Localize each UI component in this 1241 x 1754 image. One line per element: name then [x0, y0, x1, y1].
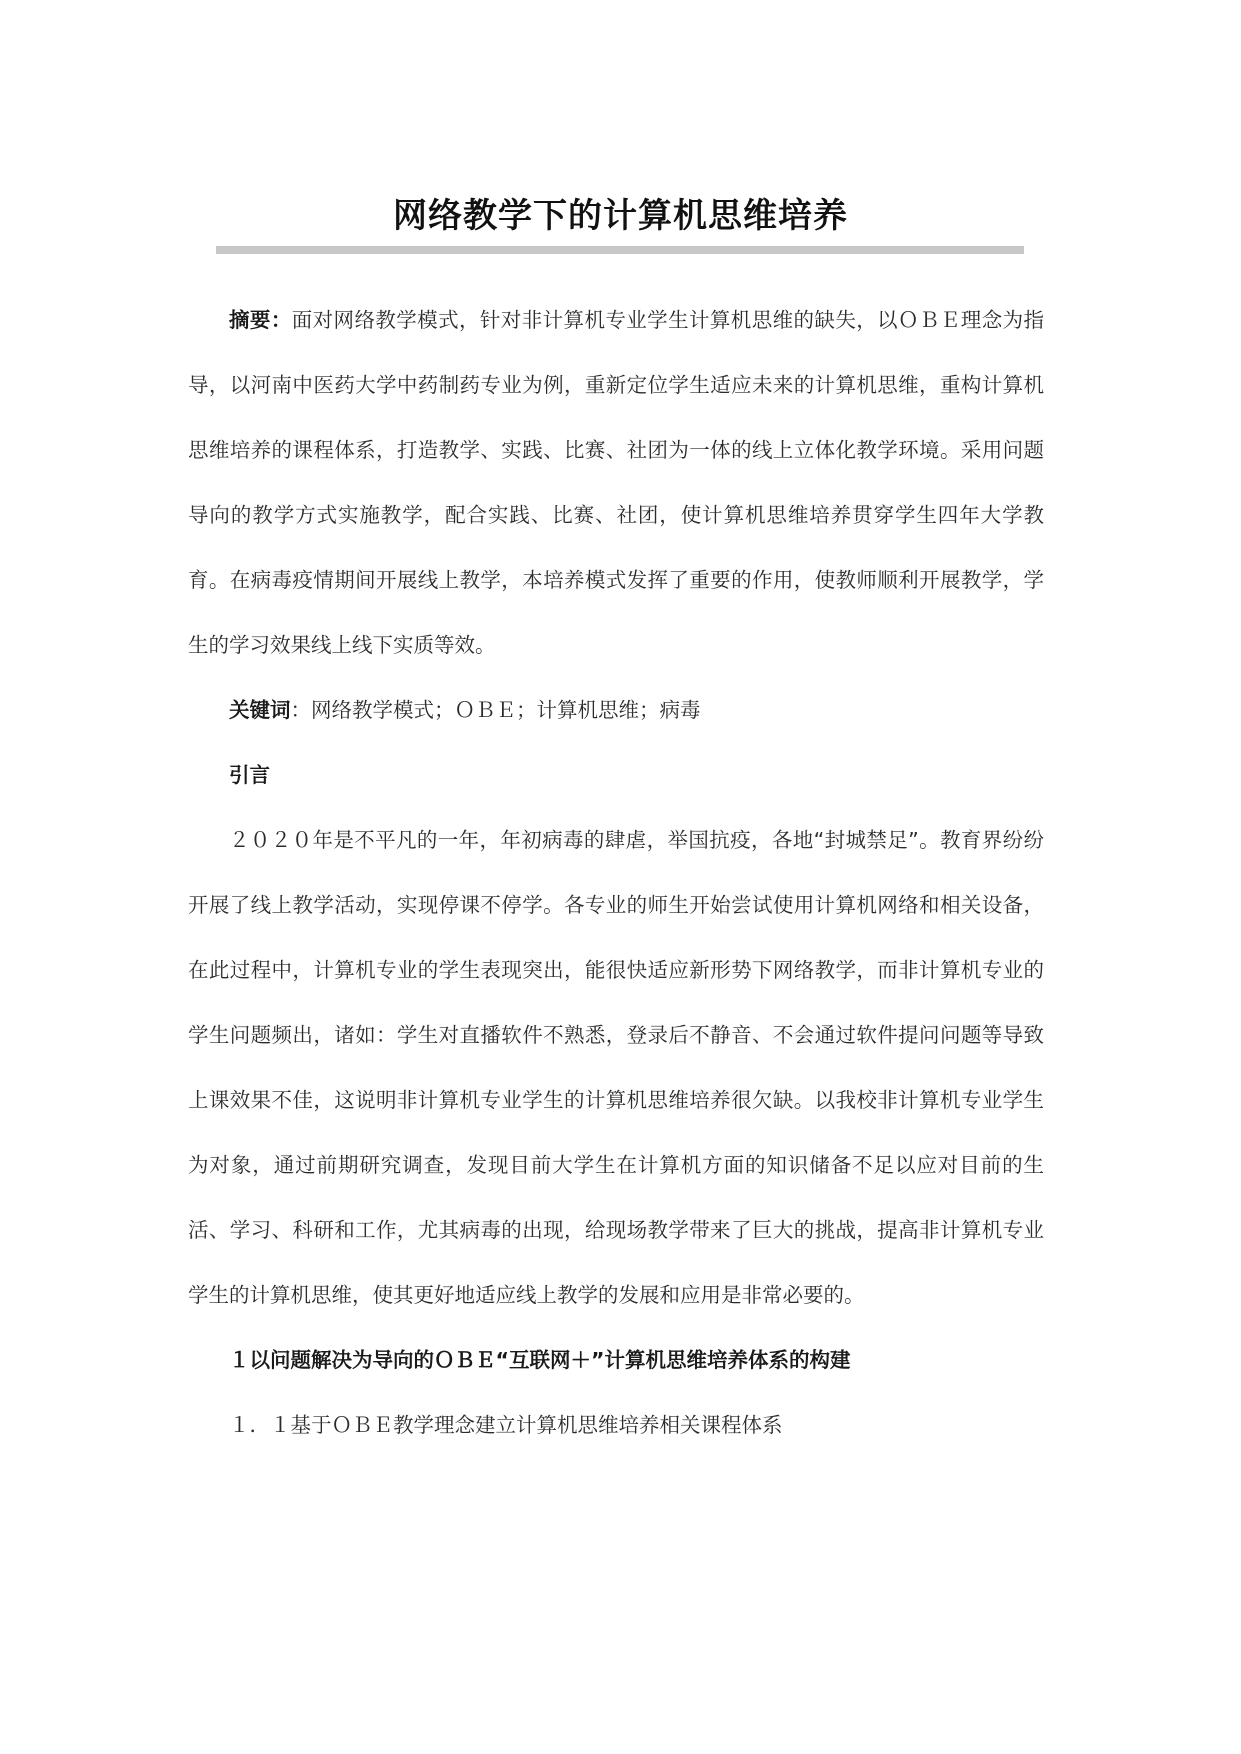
- abstract-label: 摘要：: [229, 308, 292, 332]
- abstract-text: 面对网络教学模式，针对非计算机专业学生计算机思维的缺失，以ＯＢＥ理念为指导，以河南中医药大学中药制药专业为例，重新定位学生适应未来的计算机思维，重构计算机思维培养的课程体系，打造教学、实践、比赛、社团为一体的线上立体化教学环境。采用问题导向的教学方式实施教学，配合实践、比赛、社团，使计算机思维培养贯穿学生四年大学教育。在病毒疫情期间开展线上教学，本培养模式发挥了重要的作用，使教师顺利开展教学，学生的学习效果线上线下实质等效。: [188, 308, 1045, 657]
- intro-heading: 引言: [229, 763, 270, 787]
- section-1-heading: １以问题解决为导向的ＯＢＥ“互联网＋”计算机思维培养体系的构建: [229, 1348, 851, 1372]
- keywords-text: ：网络教学模式；ＯＢＥ；计算机思维；病毒: [290, 698, 701, 722]
- keywords-label: 关键词: [229, 698, 291, 722]
- section-1-1-heading: １．１基于ＯＢＥ教学理念建立计算机思维培养相关课程体系: [229, 1413, 783, 1437]
- intro-paragraph: ２０２０年是不平凡的一年，年初病毒的肆虐，举国抗疫，各地“封城禁足”。教育界纷纷开展了线上教学活动，实现停课不停学。各专业的师生开始尝试使用计算机网络和相关设备，在此过程中，计算机专业的学生表现突出，能很快适应新形势下网络教学，而非计算机专业的学生问题频出，诸如：学生对直播软件不熟悉，登录后不静音、不会通过软件提问问题等导致上课效果不佳，这说明非计算机专业学生的计算机思维培养很欠缺。以我校非计算机专业学生为对象，通过前期研究调查，发现目前大学生在计算机方面的知识储备不足以应对目前的生活、学习、科研和工作，尤其病毒的出现，给现场教学带来了巨大的挑战，提高非计算机专业学生的计算机思维，使其更好地适应线上教学的发展和应用是非常必要的。: [188, 828, 1044, 1307]
- keywords-paragraph: [188, 678, 1044, 743]
- paper-body: [188, 288, 1044, 1458]
- title-underline-rule: [216, 246, 1024, 254]
- abstract-paragraph: [188, 288, 1044, 678]
- paper-title: 网络教学下的计算机思维培养: [393, 196, 848, 236]
